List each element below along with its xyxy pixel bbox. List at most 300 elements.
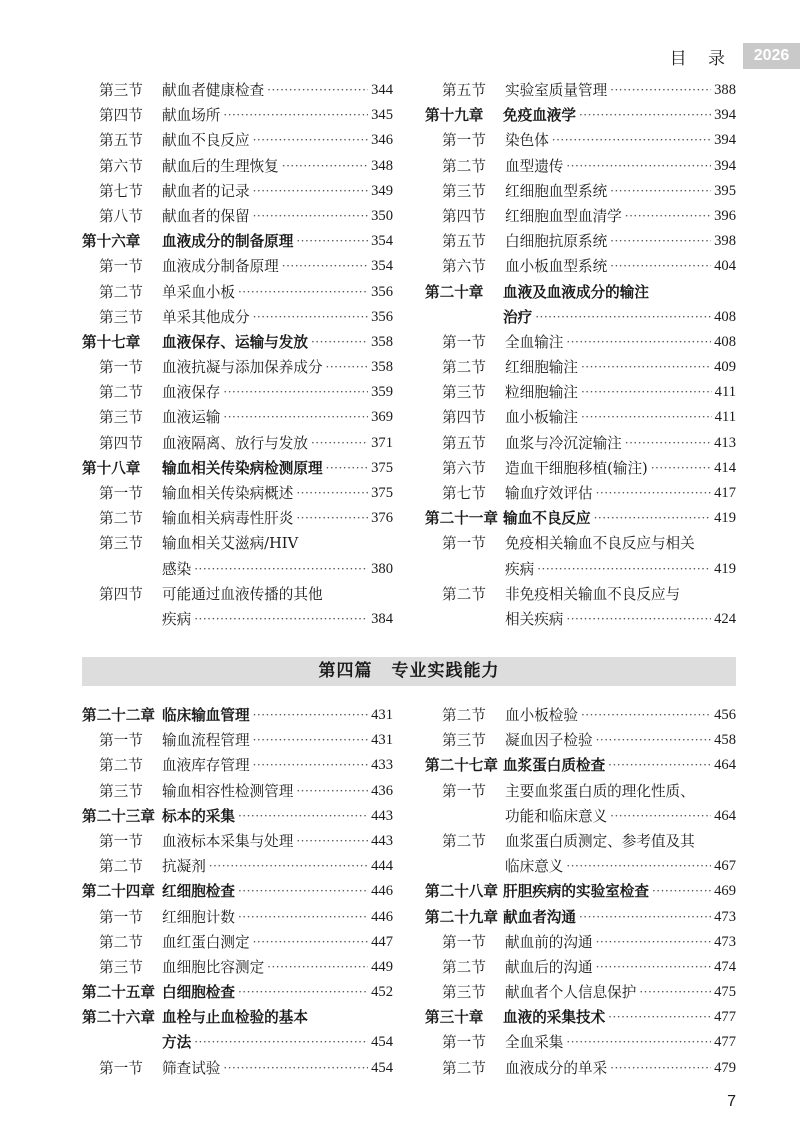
entry-page-number: 458 [711, 728, 736, 753]
section-number: 第三节 [99, 958, 143, 976]
toc-chapter-entry[interactable] [425, 506, 736, 531]
leader-dots [194, 557, 368, 582]
toc-chapter-entry[interactable] [82, 229, 393, 254]
leader-dots [608, 1005, 711, 1030]
entry-page-number: 375 [368, 481, 393, 506]
leader-dots [223, 380, 368, 405]
entry-page-number: 479 [711, 1056, 736, 1081]
toc-chapter-entry[interactable] [425, 1005, 736, 1030]
entry-title: 血液抗凝与添加保养成分 [162, 355, 326, 380]
toc-section-entry[interactable] [425, 531, 736, 556]
entry-title: 疾病 [162, 607, 194, 632]
toc-section-entry[interactable] [425, 405, 736, 430]
leader-dots [596, 481, 712, 506]
leader-dots [223, 1056, 368, 1081]
entry-page-number: 346 [368, 128, 393, 153]
section-number: 第二节 [442, 157, 486, 175]
entry-page-number: 408 [711, 305, 736, 330]
toc-section-entry[interactable] [425, 481, 736, 506]
chapter-number: 第二十五章 [82, 984, 155, 1002]
chapter-number: 第十八章 [82, 459, 141, 477]
toc-section-entry[interactable] [82, 854, 393, 879]
entry-title: 输血流程管理 [162, 728, 253, 753]
leader-dots [566, 330, 711, 355]
entry-title: 血浆蛋白质检查 [503, 753, 608, 778]
section-number: 第三节 [442, 384, 486, 402]
entry-title: 输血疗效评估 [505, 481, 596, 506]
leader-dots [552, 128, 711, 153]
toc-chapter-entry[interactable] [425, 280, 736, 305]
toc-section-entry[interactable] [82, 753, 393, 778]
toc-section-entry[interactable] [425, 229, 736, 254]
toc-section-entry[interactable] [425, 154, 736, 179]
toc-section-entry[interactable] [82, 531, 393, 556]
toc-section-entry[interactable] [425, 254, 736, 279]
leader-dots [238, 879, 368, 904]
entry-page-number: 384 [368, 607, 393, 632]
entry-title: 血小板输注 [505, 405, 581, 430]
leader-dots [566, 854, 711, 879]
entry-page-number: 436 [368, 779, 393, 804]
toc-section-entry[interactable] [425, 728, 736, 753]
section-number: 第三节 [442, 732, 486, 750]
entry-page-number: 398 [711, 229, 736, 254]
toc-section-entry[interactable] [82, 254, 393, 279]
entry-title: 血液及血液成分的输注 [503, 280, 652, 305]
entry-page-number: 446 [368, 905, 393, 930]
entry-title: 非免疫相关输血不良反应与 [505, 582, 683, 607]
section-number: 第四节 [99, 434, 143, 452]
entry-title: 临床意义 [505, 854, 566, 879]
leader-dots [253, 930, 369, 955]
entry-page-number: 345 [368, 103, 393, 128]
entry-title: 献血场所 [162, 103, 223, 128]
toc-section-entry[interactable] [425, 854, 736, 879]
leader-dots [223, 405, 368, 430]
entry-title: 血型遗传 [505, 154, 566, 179]
toc-section-entry[interactable] [425, 955, 736, 980]
entry-title: 输血不良反应 [503, 506, 594, 531]
entry-title: 献血者的保留 [162, 204, 253, 229]
toc-section-entry[interactable] [82, 728, 393, 753]
entry-page-number: 356 [368, 305, 393, 330]
toc-section-entry[interactable] [425, 355, 736, 380]
section-number: 第四节 [99, 585, 143, 603]
entry-title: 献血者健康检查 [162, 78, 267, 103]
year-badge: 2026 [743, 43, 800, 69]
entry-page-number: 413 [711, 431, 736, 456]
toc-chapter-entry[interactable] [82, 330, 393, 355]
toc-chapter-entry[interactable] [425, 103, 736, 128]
toc-section-entry[interactable] [82, 305, 393, 330]
entry-page-number: 375 [368, 456, 393, 481]
entry-title: 全血输注 [505, 330, 566, 355]
chapter-number: 第二十七章 [425, 757, 498, 775]
entry-page-number: 449 [368, 955, 393, 980]
toc-section-entry[interactable] [425, 456, 736, 481]
chapter-number: 第二十一章 [425, 510, 498, 528]
entry-page-number: 354 [368, 229, 393, 254]
page-header [670, 40, 800, 72]
toc-section-entry[interactable] [82, 955, 393, 980]
toc-section-entry[interactable] [82, 78, 393, 103]
entry-page-number: 443 [368, 804, 393, 829]
part-banner [82, 657, 736, 686]
toc-section-entry[interactable] [82, 607, 393, 632]
entry-page-number: 431 [368, 728, 393, 753]
entry-page-number: 358 [368, 355, 393, 380]
toc-section-entry[interactable] [82, 779, 393, 804]
entry-title: 主要血浆蛋白质的理化性质、 [505, 779, 698, 804]
entry-title: 白细胞检查 [162, 980, 238, 1005]
entry-page-number: 477 [711, 1030, 736, 1055]
entry-title: 功能和临床意义 [505, 804, 610, 829]
leader-dots [194, 1030, 368, 1055]
entry-page-number: 356 [368, 280, 393, 305]
section-number: 第一节 [99, 1059, 143, 1077]
entry-page-number: 371 [368, 431, 393, 456]
toc-section-entry[interactable] [82, 431, 393, 456]
entry-title: 肝胆疾病的实验室检查 [503, 879, 652, 904]
entry-title: 献血者的记录 [162, 179, 253, 204]
entry-title: 白细胞抗原系统 [505, 229, 610, 254]
section-number: 第五节 [442, 82, 486, 99]
toc-chapter-entry[interactable] [82, 1005, 393, 1030]
entry-title: 粒细胞输注 [505, 380, 581, 405]
leader-dots [326, 456, 369, 481]
section-number: 第二节 [99, 384, 143, 402]
entry-title: 血浆与冷沉淀输注 [505, 431, 625, 456]
entry-title: 血液成分制备原理 [162, 254, 282, 279]
entry-title: 血小板检验 [505, 703, 581, 728]
entry-page-number: 431 [368, 703, 393, 728]
entry-page-number: 464 [711, 804, 736, 829]
entry-title: 血浆蛋白质测定、参考值及其 [505, 829, 698, 854]
toc-section-entry[interactable] [82, 930, 393, 955]
toc-section-entry[interactable] [425, 1030, 736, 1055]
toc-column-top-right [425, 78, 736, 632]
entry-title: 输血相关传染病检测原理 [162, 456, 326, 481]
leader-dots [253, 753, 369, 778]
toc-chapter-entry[interactable] [82, 980, 393, 1005]
entry-page-number: 394 [711, 128, 736, 153]
toc-section-entry[interactable] [82, 204, 393, 229]
toc-section-entry[interactable] [425, 1056, 736, 1081]
section-number: 第三节 [99, 82, 143, 99]
leader-dots [594, 506, 712, 531]
toc-chapter-entry[interactable] [82, 703, 393, 728]
leader-dots [651, 456, 711, 481]
toc-column-bottom-right [425, 703, 736, 1081]
entry-title: 疾病 [505, 557, 537, 582]
toc-section-entry[interactable] [425, 703, 736, 728]
section-number: 第六节 [442, 459, 486, 477]
toc-section-entry[interactable] [82, 557, 393, 582]
entry-title: 单采血小板 [162, 280, 238, 305]
toc-section-entry[interactable] [82, 405, 393, 430]
entry-title: 血栓与止血检验的基本 [162, 1005, 311, 1030]
section-number: 第四节 [442, 207, 486, 225]
leader-dots [652, 879, 711, 904]
entry-page-number: 394 [711, 154, 736, 179]
section-number: 第二节 [99, 757, 143, 775]
toc-section-entry[interactable] [82, 481, 393, 506]
section-number: 第一节 [99, 359, 143, 377]
entry-title: 染色体 [505, 128, 552, 153]
entry-page-number: 444 [368, 854, 393, 879]
entry-page-number: 417 [711, 481, 736, 506]
toc-section-entry[interactable] [82, 154, 393, 179]
entry-title: 献血者沟通 [503, 905, 579, 930]
leader-dots [253, 703, 369, 728]
entry-page-number: 411 [712, 380, 736, 405]
entry-title: 凝血因子检验 [505, 728, 596, 753]
entry-title: 输血相容性检测管理 [162, 779, 296, 804]
leader-dots [610, 179, 711, 204]
entry-page-number: 469 [711, 879, 736, 904]
entry-page-number: 369 [368, 405, 393, 430]
toc-chapter-entry[interactable] [82, 456, 393, 481]
leader-dots [282, 154, 368, 179]
leader-dots [223, 103, 368, 128]
entry-title: 献血后的沟通 [505, 955, 596, 980]
section-number: 第一节 [99, 732, 143, 750]
entry-title: 红细胞血型系统 [505, 179, 610, 204]
toc-chapter-entry[interactable] [425, 753, 736, 778]
toc-section-entry[interactable] [425, 78, 736, 103]
leader-dots [267, 78, 368, 103]
toc-section-entry[interactable] [425, 829, 736, 854]
entry-page-number: 473 [711, 930, 736, 955]
leader-dots [579, 103, 711, 128]
leader-dots [296, 229, 368, 254]
leader-dots [610, 78, 711, 103]
toc-chapter-entry[interactable] [425, 879, 736, 904]
chapter-number: 第二十三章 [82, 807, 155, 825]
toc-section-entry[interactable] [82, 128, 393, 153]
toc-section-entry[interactable] [82, 280, 393, 305]
toc-section-entry[interactable] [425, 179, 736, 204]
toc-section-entry[interactable] [425, 128, 736, 153]
toc-section-entry[interactable] [82, 582, 393, 607]
section-number: 第三节 [99, 308, 143, 326]
entry-page-number: 376 [368, 506, 393, 531]
toc-section-entry[interactable] [82, 1056, 393, 1081]
entry-title: 血液保存、运输与发放 [162, 330, 311, 355]
section-number: 第二节 [442, 585, 486, 603]
toc-section-entry[interactable] [425, 930, 736, 955]
section-number: 第五节 [442, 233, 486, 251]
toc-section-entry[interactable] [425, 980, 736, 1005]
entry-title: 实验室质量管理 [505, 78, 610, 103]
entry-page-number: 394 [711, 103, 736, 128]
entry-title: 血细胞比容测定 [162, 955, 267, 980]
entry-title: 治疗 [503, 305, 535, 330]
toc-section-entry[interactable] [425, 804, 736, 829]
entry-title: 红细胞输注 [505, 355, 581, 380]
leader-dots [566, 1030, 711, 1055]
toc-section-entry[interactable] [82, 103, 393, 128]
entry-title: 血液标本采集与处理 [162, 829, 296, 854]
leader-dots [253, 128, 369, 153]
entry-page-number: 419 [711, 506, 736, 531]
section-number: 第六节 [442, 258, 486, 276]
section-number: 第二节 [442, 958, 486, 976]
part-title: 专业实践能力 [391, 661, 500, 681]
entry-page-number: 380 [368, 557, 393, 582]
entry-title: 血液保存 [162, 380, 223, 405]
leader-dots [596, 955, 712, 980]
chapter-number: 第二十九章 [425, 908, 498, 926]
entry-title: 筛查试验 [162, 1056, 223, 1081]
toc-section-entry[interactable] [425, 204, 736, 229]
entry-page-number: 467 [711, 854, 736, 879]
section-number: 第二节 [442, 832, 486, 850]
toc-section-entry[interactable] [82, 506, 393, 531]
entry-page-number: 433 [368, 753, 393, 778]
entry-page-number: 344 [368, 78, 393, 103]
toc-chapter-entry[interactable] [82, 1030, 393, 1055]
leader-dots [566, 607, 711, 632]
entry-title: 方法 [162, 1030, 194, 1055]
leader-dots [625, 204, 711, 229]
entry-page-number: 473 [711, 905, 736, 930]
section-number: 第一节 [442, 333, 486, 351]
entry-title: 献血后的生理恢复 [162, 154, 282, 179]
entry-title: 红细胞血型血清学 [505, 204, 625, 229]
entry-page-number: 414 [711, 456, 736, 481]
entry-page-number: 452 [368, 980, 393, 1005]
leader-dots [253, 305, 369, 330]
toc-section-entry[interactable] [82, 179, 393, 204]
toc-section-entry[interactable] [425, 779, 736, 804]
leader-dots [579, 905, 711, 930]
entry-title: 全血采集 [505, 1030, 566, 1055]
leader-dots [610, 804, 711, 829]
entry-title: 标本的采集 [162, 804, 238, 829]
entry-title: 血液的采集技术 [503, 1005, 608, 1030]
entry-title: 单采其他成分 [162, 305, 253, 330]
leader-dots [282, 254, 368, 279]
toc-section-entry[interactable] [82, 355, 393, 380]
entry-page-number: 359 [368, 380, 393, 405]
leader-dots [311, 431, 368, 456]
entry-title: 感染 [162, 557, 194, 582]
toc-section-entry[interactable] [425, 380, 736, 405]
section-number: 第二节 [99, 858, 143, 876]
chapter-number: 第二十六章 [82, 1009, 155, 1027]
toc-chapter-entry[interactable] [425, 905, 736, 930]
leader-dots [296, 829, 368, 854]
entry-page-number: 456 [711, 703, 736, 728]
entry-page-number: 354 [368, 254, 393, 279]
leader-dots [581, 380, 712, 405]
section-number: 第二节 [99, 283, 143, 301]
section-number: 第三节 [442, 984, 486, 1002]
entry-title: 血液成分的单采 [505, 1056, 610, 1081]
section-number: 第一节 [442, 535, 486, 553]
toc-section-entry[interactable] [82, 380, 393, 405]
leader-dots [238, 980, 368, 1005]
section-number: 第三节 [99, 782, 143, 800]
entry-page-number: 454 [368, 1030, 393, 1055]
section-number: 第三节 [442, 182, 486, 200]
entry-title: 血液运输 [162, 405, 223, 430]
entry-page-number: 475 [711, 980, 736, 1005]
section-number: 第五节 [99, 132, 143, 150]
entry-title: 相关疾病 [505, 607, 566, 632]
toc-column-bottom-left [82, 703, 393, 1081]
entry-title: 红细胞计数 [162, 905, 238, 930]
section-number: 第七节 [99, 182, 143, 200]
leader-dots [296, 779, 368, 804]
entry-title: 可能通过血液传播的其他 [162, 582, 326, 607]
entry-title: 血液隔离、放行与发放 [162, 431, 311, 456]
section-number: 第一节 [99, 832, 143, 850]
section-number: 第一节 [99, 908, 143, 926]
section-number: 第一节 [99, 258, 143, 276]
entry-title: 临床输血管理 [162, 703, 253, 728]
entry-page-number: 358 [368, 330, 393, 355]
entry-title: 献血不良反应 [162, 128, 253, 153]
entry-title: 献血前的沟通 [505, 930, 596, 955]
entry-title: 献血者个人信息保护 [505, 980, 639, 1005]
entry-title: 抗凝剂 [162, 854, 209, 879]
toc-section-entry[interactable] [82, 829, 393, 854]
section-number: 第二节 [442, 707, 486, 724]
toc-column-top-left [82, 78, 393, 632]
entry-title: 输血相关艾滋病/HIV [162, 531, 301, 556]
chapter-number: 第二十章 [425, 283, 484, 301]
entry-page-number: 424 [711, 607, 736, 632]
leader-dots [296, 506, 368, 531]
toc-section-entry[interactable] [425, 330, 736, 355]
section-number: 第七节 [442, 485, 486, 502]
section-number: 第四节 [99, 107, 143, 125]
toc-section-entry[interactable] [82, 905, 393, 930]
section-number: 第六节 [99, 157, 143, 175]
toc-chapter-entry[interactable] [82, 804, 393, 829]
leader-dots [238, 280, 368, 305]
section-number: 第四节 [442, 409, 486, 427]
entry-title: 免疫血液学 [503, 103, 579, 128]
leader-dots [625, 431, 711, 456]
section-number: 第三节 [99, 535, 143, 553]
leader-dots [610, 1056, 711, 1081]
toc-section-entry[interactable] [425, 431, 736, 456]
leader-dots [537, 557, 711, 582]
chapter-number: 第二十四章 [82, 883, 155, 901]
entry-title: 血液成分的制备原理 [162, 229, 296, 254]
leader-dots [581, 355, 711, 380]
leader-dots [326, 355, 369, 380]
leader-dots [194, 607, 368, 632]
leader-dots [253, 179, 369, 204]
entry-page-number: 409 [711, 355, 736, 380]
entry-title: 血小板血型系统 [505, 254, 610, 279]
section-number: 第一节 [442, 132, 486, 150]
part-number: 第四篇 [318, 661, 373, 681]
toc-section-entry[interactable] [425, 582, 736, 607]
leader-dots [267, 955, 368, 980]
toc-chapter-entry[interactable] [82, 879, 393, 904]
entry-page-number: 395 [711, 179, 736, 204]
section-number: 第三节 [99, 409, 143, 427]
toc-section-entry[interactable] [425, 607, 736, 632]
entry-page-number: 404 [711, 254, 736, 279]
toc-section-entry[interactable] [425, 557, 736, 582]
toc-chapter-entry[interactable] [425, 305, 736, 330]
